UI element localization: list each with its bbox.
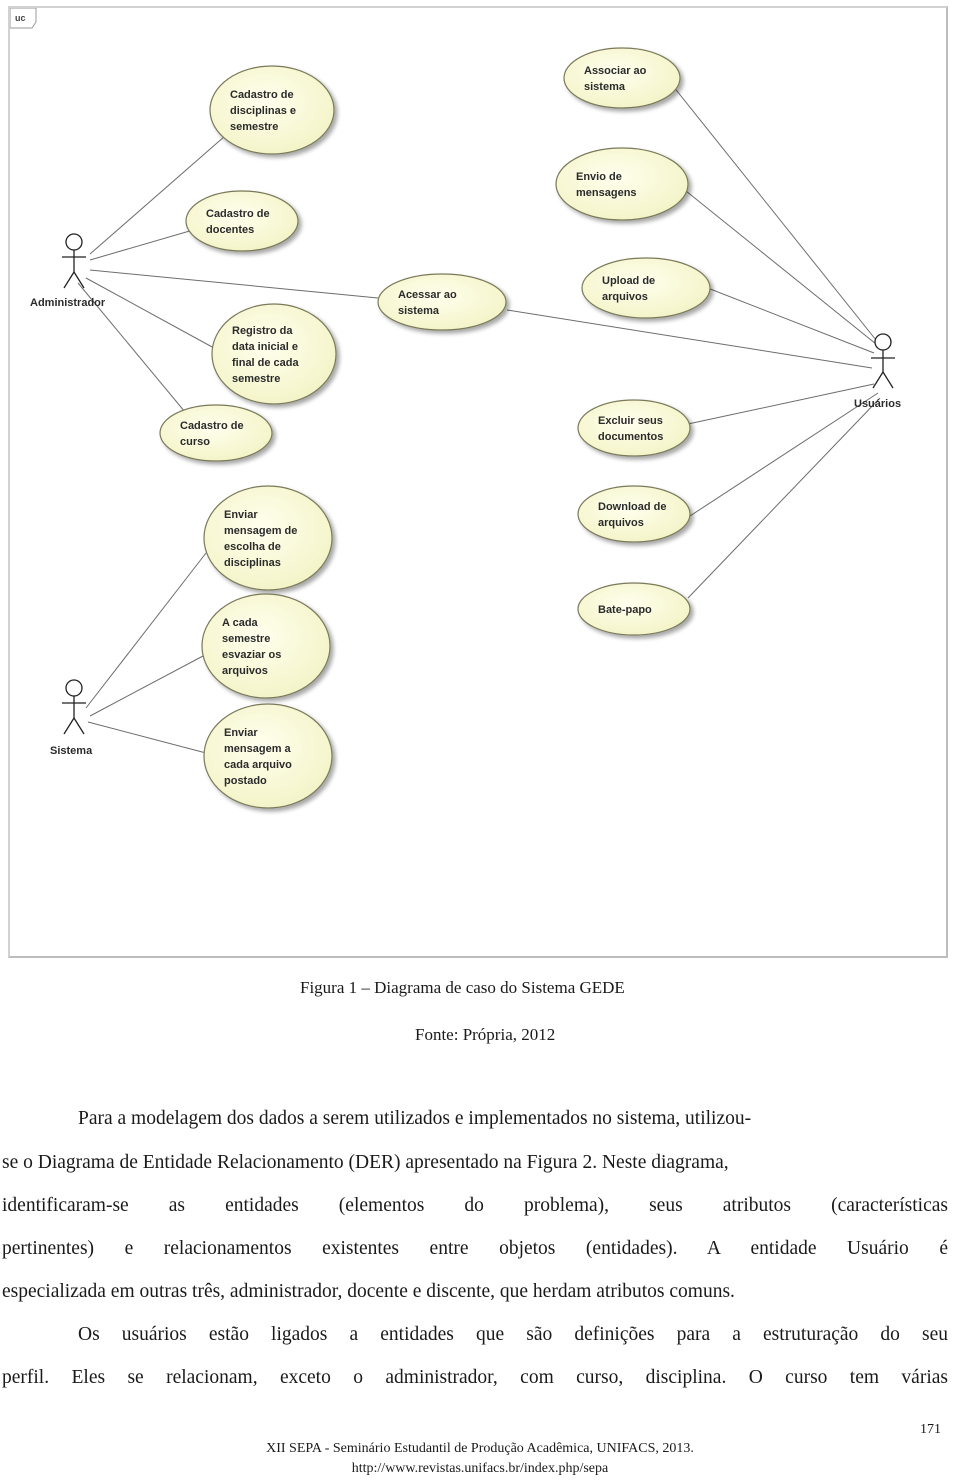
use-case-label: arquivos [598,517,644,529]
use-case-label: docentes [206,224,255,236]
use-case-ellipse [160,405,272,461]
assoc-admin-registro-data [86,278,214,348]
use-case-ellipse [186,191,298,251]
use-case-enviar-escolha [204,486,332,590]
use-case-envio-mensagens [556,148,688,220]
use-case-label: arquivos [222,665,268,677]
use-case-label: curso [180,436,210,448]
body-line-2: se o Diagrama de Entidade Relacionamento (DER) apresentado na Figura 2. Neste diagrama, [2,1152,729,1173]
frame-tag-label: uc [15,13,26,23]
use-case-label: esvaziar os [222,649,282,661]
use-case-label: Registro da [232,325,293,337]
use-case-ellipse [582,258,710,318]
actor-usuarios [854,334,901,410]
assoc-usuarios-envio [686,191,876,344]
use-case-ellipse [578,486,690,542]
footer-conference: XII SEPA - Seminário Estudantil de Produção Acadêmica, UNIFACS, 2013. [266,1441,694,1456]
use-case-diagram [8,6,948,958]
use-case-cadastro-docentes [186,191,298,251]
use-case-cadastro-curso [160,405,272,461]
body-line-3: identificaram-se as entidades (elementos do problema), seus atributos (características [2,1195,948,1216]
figure-caption: Figura 1 – Diagrama de caso do Sistema GEDE [300,978,625,997]
assoc-sistema-enviar-escolha [86,553,206,708]
use-case-registro-data [212,304,336,404]
use-case-cadastro-disciplinas [210,66,334,154]
actor-label-sistema: Sistema [50,745,93,757]
use-case-ellipse [202,594,330,698]
use-case-label: documentos [598,431,664,443]
use-case-label: mensagem a [224,743,291,755]
use-case-label: escolha de [224,541,281,553]
assoc-admin-cadastro-docentes [90,230,193,260]
use-case-label: arquivos [602,291,648,303]
assoc-sistema-enviar-postado [88,722,206,753]
use-case-label: data inicial e [232,341,299,353]
use-case-enviar-postado [204,704,332,808]
assoc-sistema-esvaziar [90,656,203,716]
body-line-4: pertinentes) e relacionamentos existentes entre objetos (entidades). A entidade Usuário é [2,1238,948,1259]
use-case-label: semestre [222,633,271,645]
use-case-label: sistema [584,81,625,93]
use-case-label: Enviar [224,509,258,521]
body-line-5: especializada em outras três, administrador, docente e discente, que herdam atributos comuns. [2,1281,735,1302]
use-case-ellipse [564,48,680,108]
assoc-usuarios-excluir [688,384,874,424]
use-case-label: semestre [232,373,281,385]
use-case-upload-arquivos [582,258,710,318]
use-case-label: disciplinas [224,557,281,569]
frame-tag [10,8,36,28]
use-case-download-arquivos [578,486,690,542]
use-case-ellipse [378,274,506,330]
diagram-canvas [10,8,946,956]
use-case-ellipse [212,304,336,404]
page-number: 171 [920,1422,941,1437]
assoc-admin-acessar [90,270,378,298]
use-case-ellipse [556,148,688,220]
actor-label-usuarios: Usuários [854,398,902,410]
actor-label-administrador: Administrador [30,297,106,309]
use-case-associar-sistema [564,48,680,108]
use-case-ellipse [204,486,332,590]
use-case-label: Bate-papo [598,604,652,616]
use-case-label: cada arquivo [224,759,292,771]
use-case-bate-papo [578,583,690,635]
use-case-label: semestre [230,121,279,133]
body-line-1: Para a modelagem dos dados a serem utilizados e implementados no sistema, utilizou- [78,1108,752,1129]
actor-sistema [50,680,93,757]
use-case-label: Upload de [602,275,656,287]
use-case-ellipse [578,400,690,456]
use-case-label: final de cada [232,357,299,369]
figure-source: Fonte: Própria, 2012 [415,1025,556,1044]
body-line-6: Os usuários estão ligados a entidades que são definições para a estruturação do seu [78,1324,948,1345]
footer-url: http://www.revistas.unifacs.br/index.php/sepa [351,1461,609,1476]
use-case-ellipse [204,704,332,808]
use-case-label: Download de [598,501,667,513]
use-case-label: mensagens [576,187,637,199]
use-case-excluir-documentos [578,400,690,456]
body-line-7: perfil. Eles se relacionam, exceto o administrador, com curso, disciplina. O curso tem várias [2,1367,948,1388]
use-case-label: postado [224,775,267,787]
use-case-acessar-sistema [378,274,506,330]
use-case-label: Acessar ao [398,289,457,301]
use-cases [160,48,710,808]
use-case-label: A cada [222,617,258,629]
use-case-label: sistema [398,305,439,317]
use-case-label: Excluir seus [598,415,663,427]
assoc-usuarios-acessar [507,310,872,368]
actor-administrador [30,234,106,309]
use-case-label: mensagem de [224,525,298,537]
use-case-label: Envio de [576,171,622,183]
use-case-label: Cadastro de [206,208,270,220]
use-case-label: Associar ao [584,65,647,77]
use-case-label: Cadastro de [180,420,244,432]
use-case-label: Enviar [224,727,258,739]
assoc-usuarios-upload [700,285,874,353]
use-case-label: Cadastro de [230,89,294,101]
use-case-esvaziar-arquivos [202,594,330,698]
use-case-label: disciplinas e [230,105,297,117]
